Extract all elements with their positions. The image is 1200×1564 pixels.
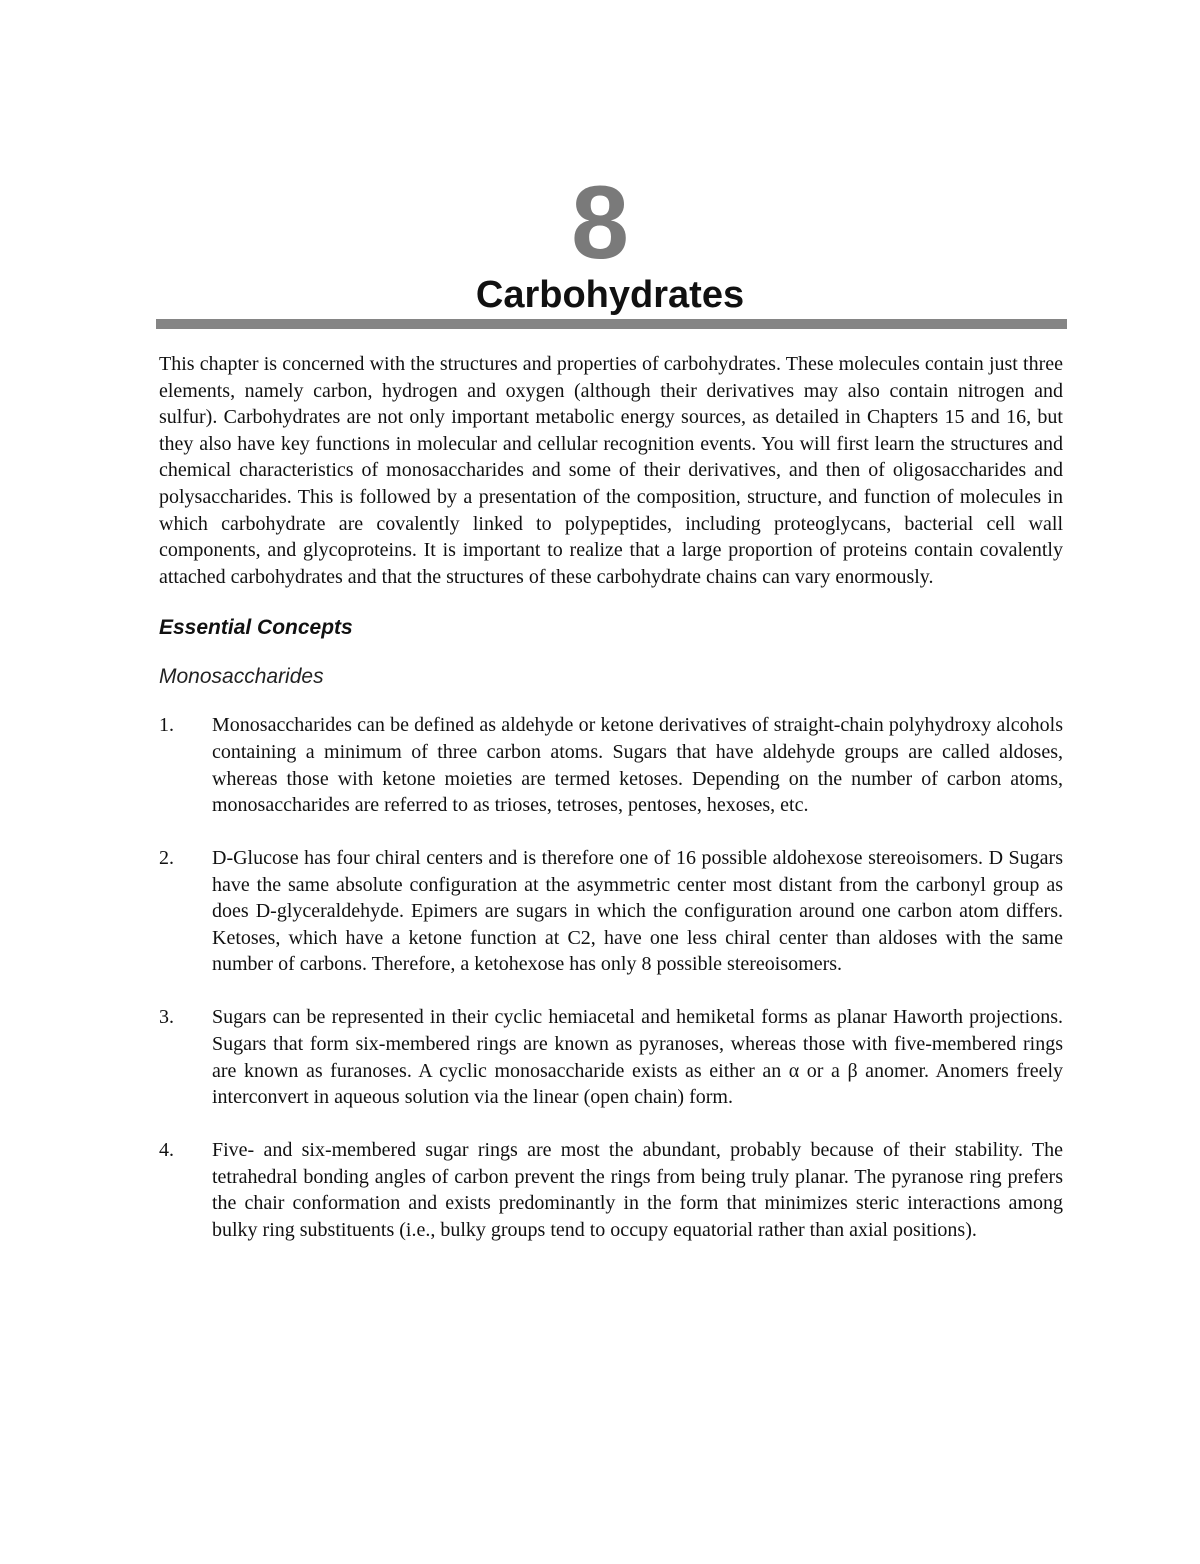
concept-list	[159, 712, 1063, 1243]
concept-number: 2.	[159, 847, 174, 870]
intro-paragraph: This chapter is concerned with the structures and properties of carbohydrates. These molecules contain just three elements, namely carbon, hydrogen and oxygen (although their derivatives may also contain nitrogen and sulfur). Carbohydrates are not only important metabolic energy sources, as detailed in Chapters 15 and 16, but they also have key functions in molecular and cellular recognition events. You will first learn the structures and chemical characteristics of monosaccharides and some of their derivatives, and then of oligosaccharides and polysaccharides. This is followed by a presentation of the composition, structure, and function of molecules in which carbohydrate are covalently linked to polypeptides, including proteoglycans, bacterial cell wall components, and glycoproteins. It is important to realize that a large proportion of proteins contain covalently attached carbohydrates and that the structures of these carbohydrate chains can vary enormously.	[159, 353, 1063, 588]
concept-number: 3.	[159, 1006, 174, 1029]
concept-item	[159, 845, 1063, 978]
chapter-title: Carbohydrates	[475, 274, 745, 316]
subsection-heading: Monosaccharides	[159, 665, 324, 689]
concept-item	[159, 1004, 1063, 1110]
concept-text: D-Glucose has four chiral centers and is therefore one of 16 possible aldohexose stereoisomers. D Sugars have the same absolute configuration at the asymmetric center most distant from the carbonyl group as does D-glyceraldehyde. Epimers are sugars in which the configuration around one carbon atom differs. Ketoses, which have a ketone function at C2, have one less chiral center than aldoses with the same number of carbons. Therefore, a ketohexose has only 8 possible stereoisomers.	[212, 847, 1063, 976]
title-rule	[156, 319, 1067, 329]
concept-text: Monosaccharides can be defined as aldehyde or ketone derivatives of straight-chain polyhydroxy alcohols containing a minimum of three carbon atoms. Sugars that have aldehyde groups are called aldoses, whereas those with ketone moieties are termed ketoses. Depending on the number of carbon atoms, monosaccharides are referred to as trioses, tetroses, pentoses, hexoses, etc.	[212, 714, 1063, 817]
concept-item	[159, 712, 1063, 818]
chapter-number: 8	[571, 165, 629, 281]
concept-number: 4.	[159, 1139, 174, 1162]
concept-item	[159, 1137, 1063, 1243]
concept-text: Five- and six-membered sugar rings are most the abundant, probably because of their stability. The tetrahedral bonding angles of carbon prevent the rings from being truly planar. The pyranose ring prefers the chair conformation and exists predominantly in the form that minimizes steric interactions among bulky ring substituents (i.e., bulky groups tend to occupy equatorial rather than axial positions).	[212, 1139, 1063, 1242]
concept-text: Sugars can be represented in their cyclic hemiacetal and hemiketal forms as planar Haworth projections. Sugars that form six-membered rings are known as pyranoses, whereas those with five-membered rings are known as furanoses. A cyclic monosaccharide exists as either an α or a β anomer. Anomers freely interconvert in aqueous solution via the linear (open chain) form.	[212, 1006, 1063, 1109]
section-heading: Essential Concepts	[159, 616, 353, 640]
concept-number: 1.	[159, 714, 174, 737]
chapter-content	[159, 351, 1063, 1270]
